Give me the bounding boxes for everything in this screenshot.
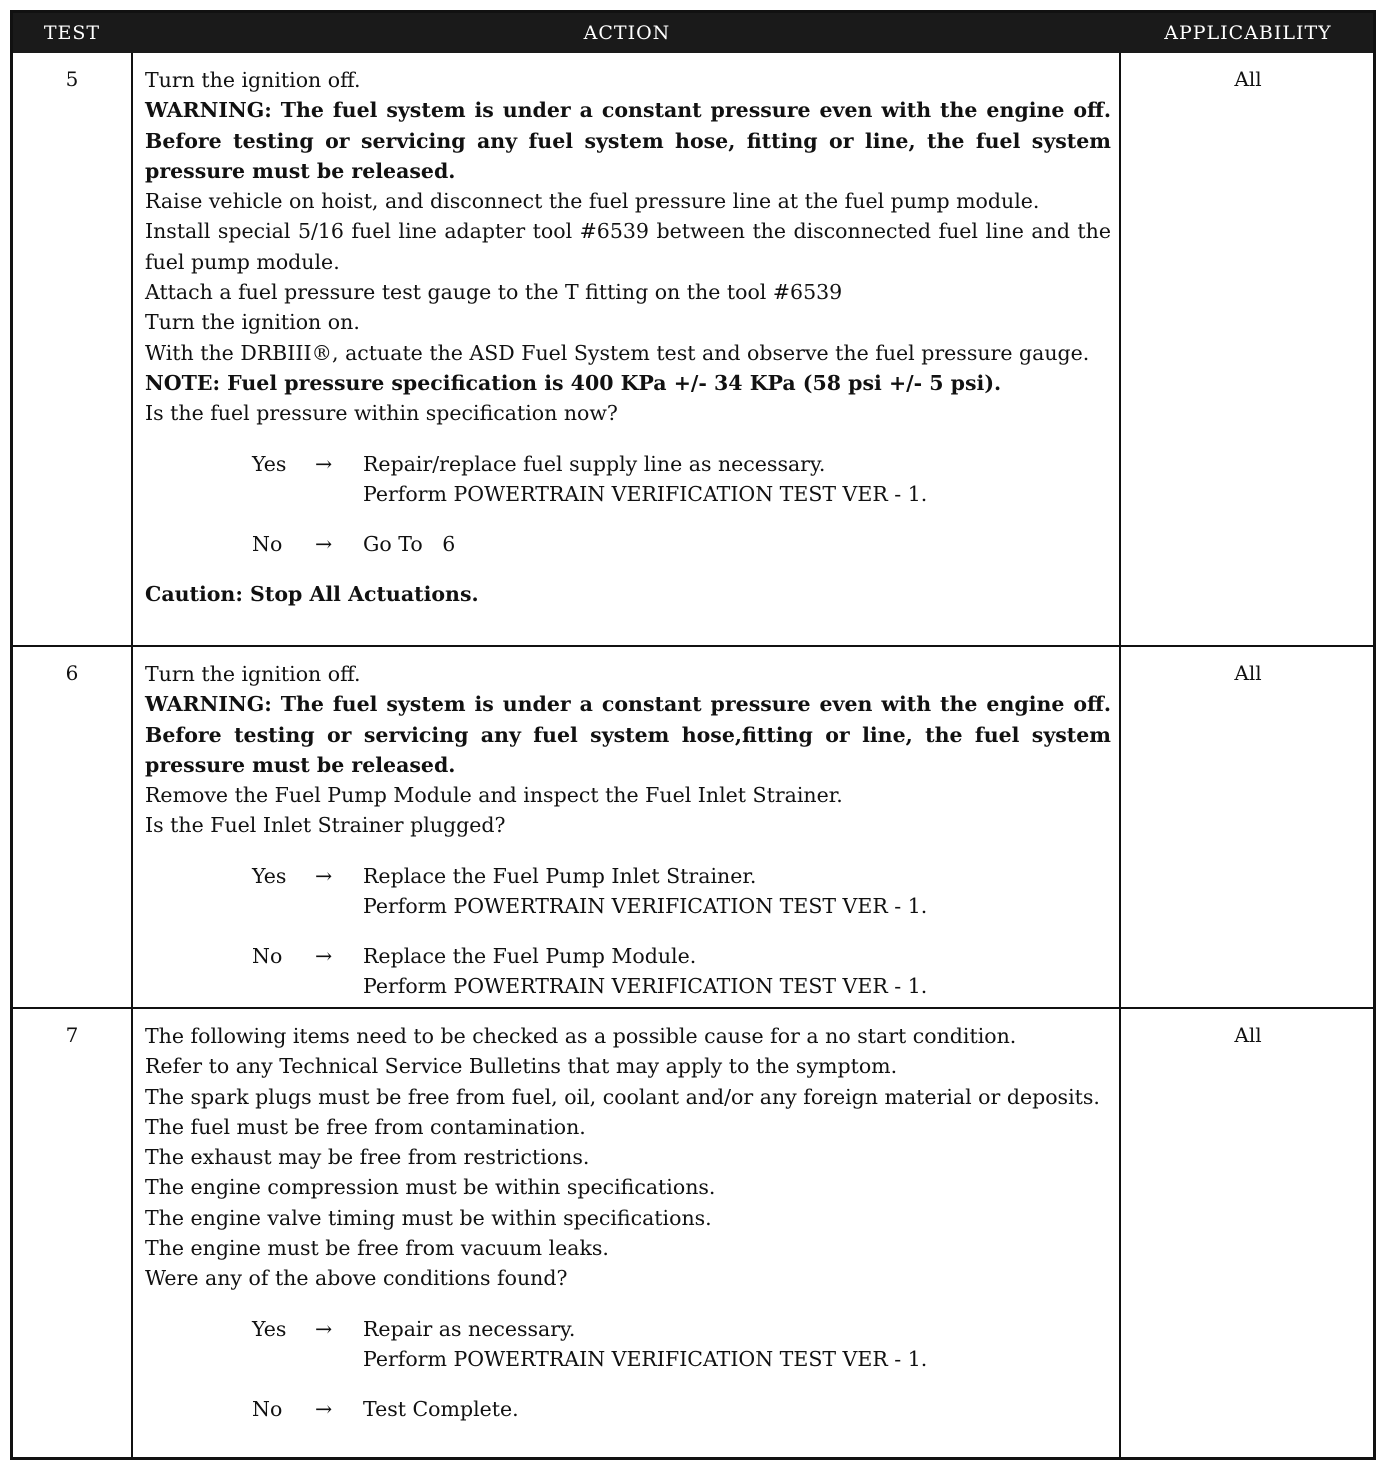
warning-text: WARNING: The fuel system is under a constant pressure even with the engine off. Before testing or servicing any fuel system hose,fitting or line, the fuel system pressure must be released. <box>145 692 1111 777</box>
action-line: Turn the ignition off. <box>145 68 361 92</box>
yes-action: Perform POWERTRAIN VERIFICATION TEST VER - 1. <box>363 481 928 506</box>
table-header <box>13 13 1373 53</box>
arrow-icon: → <box>315 1396 333 1421</box>
action-cell <box>131 53 1121 645</box>
action-line: With the DRBIII®, actuate the ASD Fuel System test and observe the fuel pressure gauge. <box>145 340 1090 365</box>
yes-action: Perform POWERTRAIN VERIFICATION TEST VER - 1. <box>363 893 928 918</box>
applicability-value: All <box>1234 1023 1262 1047</box>
action-line: Remove the Fuel Pump Module and inspect the Fuel Inlet Strainer. <box>145 783 843 808</box>
yes-response <box>145 1314 1111 1344</box>
yes-response-cont <box>145 891 1111 921</box>
header-test: TEST <box>43 22 101 44</box>
action-line: The engine must be free from vacuum leaks. <box>145 1236 609 1261</box>
yes-action: Repair as necessary. <box>363 1316 576 1341</box>
warning-text: WARNING: The fuel system is under a constant pressure even with the engine off. Before testing or servicing any fuel system hose, fitting or line, the fuel system pressure must be released. <box>145 98 1111 183</box>
yes-action: Perform POWERTRAIN VERIFICATION TEST VER - 1. <box>363 1346 928 1371</box>
applicability-value: All <box>1234 661 1262 685</box>
arrow-icon: → <box>315 863 333 888</box>
applicability-value: All <box>1234 67 1262 91</box>
yes-response-cont <box>145 1344 1111 1374</box>
header-action: ACTION <box>583 22 671 44</box>
yes-response-cont <box>145 479 1111 509</box>
no-action: Go To 6 <box>363 531 456 556</box>
test-number: 5 <box>65 67 79 91</box>
yes-response <box>145 449 1111 479</box>
action-line: The spark plugs must be free from fuel, oil, coolant and/or any foreign material or deposits. <box>145 1084 1100 1109</box>
action-line: Install special 5/16 fuel line adapter tool #6539 between the disconnected fuel line and the fuel pump module. <box>145 219 1111 274</box>
question-text: Is the Fuel Inlet Strainer plugged? <box>145 813 506 838</box>
action-cell <box>131 1009 1121 1457</box>
action-line: Turn the ignition on. <box>145 310 360 335</box>
question-text: Is the fuel pressure within specification now? <box>145 401 618 426</box>
no-action: Test Complete. <box>363 1396 519 1421</box>
arrow-icon: → <box>315 531 333 556</box>
table-row-test-5 <box>13 53 1373 645</box>
yes-label: Yes <box>252 451 287 476</box>
action-line: The following items need to be checked as a possible cause for a no start condition. <box>145 1024 1017 1048</box>
no-label: No <box>252 1396 283 1421</box>
no-label: No <box>252 943 283 968</box>
no-action: Perform POWERTRAIN VERIFICATION TEST VER - 1. <box>363 973 928 998</box>
question-text: Were any of the above conditions found? <box>145 1266 568 1291</box>
arrow-icon: → <box>315 1316 333 1341</box>
no-action: Replace the Fuel Pump Module. <box>363 943 697 968</box>
no-label: No <box>252 531 283 556</box>
action-line: The engine valve timing must be within specifications. <box>145 1205 712 1230</box>
yes-action: Repair/replace fuel supply line as necessary. <box>363 451 826 476</box>
action-line: The engine compression must be within specifications. <box>145 1175 716 1200</box>
header-applicability: APPLICABILITY <box>1164 22 1332 44</box>
caution-text: Caution: Stop All Actuations. <box>145 581 479 606</box>
action-line: Raise vehicle on hoist, and disconnect the fuel pressure line at the fuel pump module. <box>145 189 1040 214</box>
yes-label: Yes <box>252 863 287 888</box>
table-row-test-6 <box>13 645 1373 1007</box>
action-line: Attach a fuel pressure test gauge to the T fitting on the tool #6539 <box>145 280 843 305</box>
table-row-test-7 <box>13 1007 1373 1457</box>
action-line: The fuel must be free from contamination. <box>145 1114 586 1139</box>
yes-response <box>145 861 1111 891</box>
arrow-icon: → <box>315 943 333 968</box>
yes-label: Yes <box>252 1316 287 1341</box>
arrow-icon: → <box>315 451 333 476</box>
test-number: 7 <box>65 1023 79 1047</box>
no-response <box>145 1394 1111 1424</box>
action-line: Refer to any Technical Service Bulletins that may apply to the symptom. <box>145 1054 898 1079</box>
action-line: Turn the ignition off. <box>145 662 361 686</box>
test-number: 6 <box>65 661 79 685</box>
yes-action: Replace the Fuel Pump Inlet Strainer. <box>363 863 757 888</box>
no-response-cont <box>145 971 1111 1001</box>
no-response <box>145 529 1111 559</box>
note-text: NOTE: Fuel pressure specification is 400 KPa +/- 34 KPa (58 psi +/- 5 psi). <box>145 370 1002 395</box>
action-line: The exhaust may be free from restrictions. <box>145 1145 590 1170</box>
action-cell <box>131 647 1121 1007</box>
no-response <box>145 941 1111 971</box>
diagnostic-table <box>10 10 1376 1460</box>
